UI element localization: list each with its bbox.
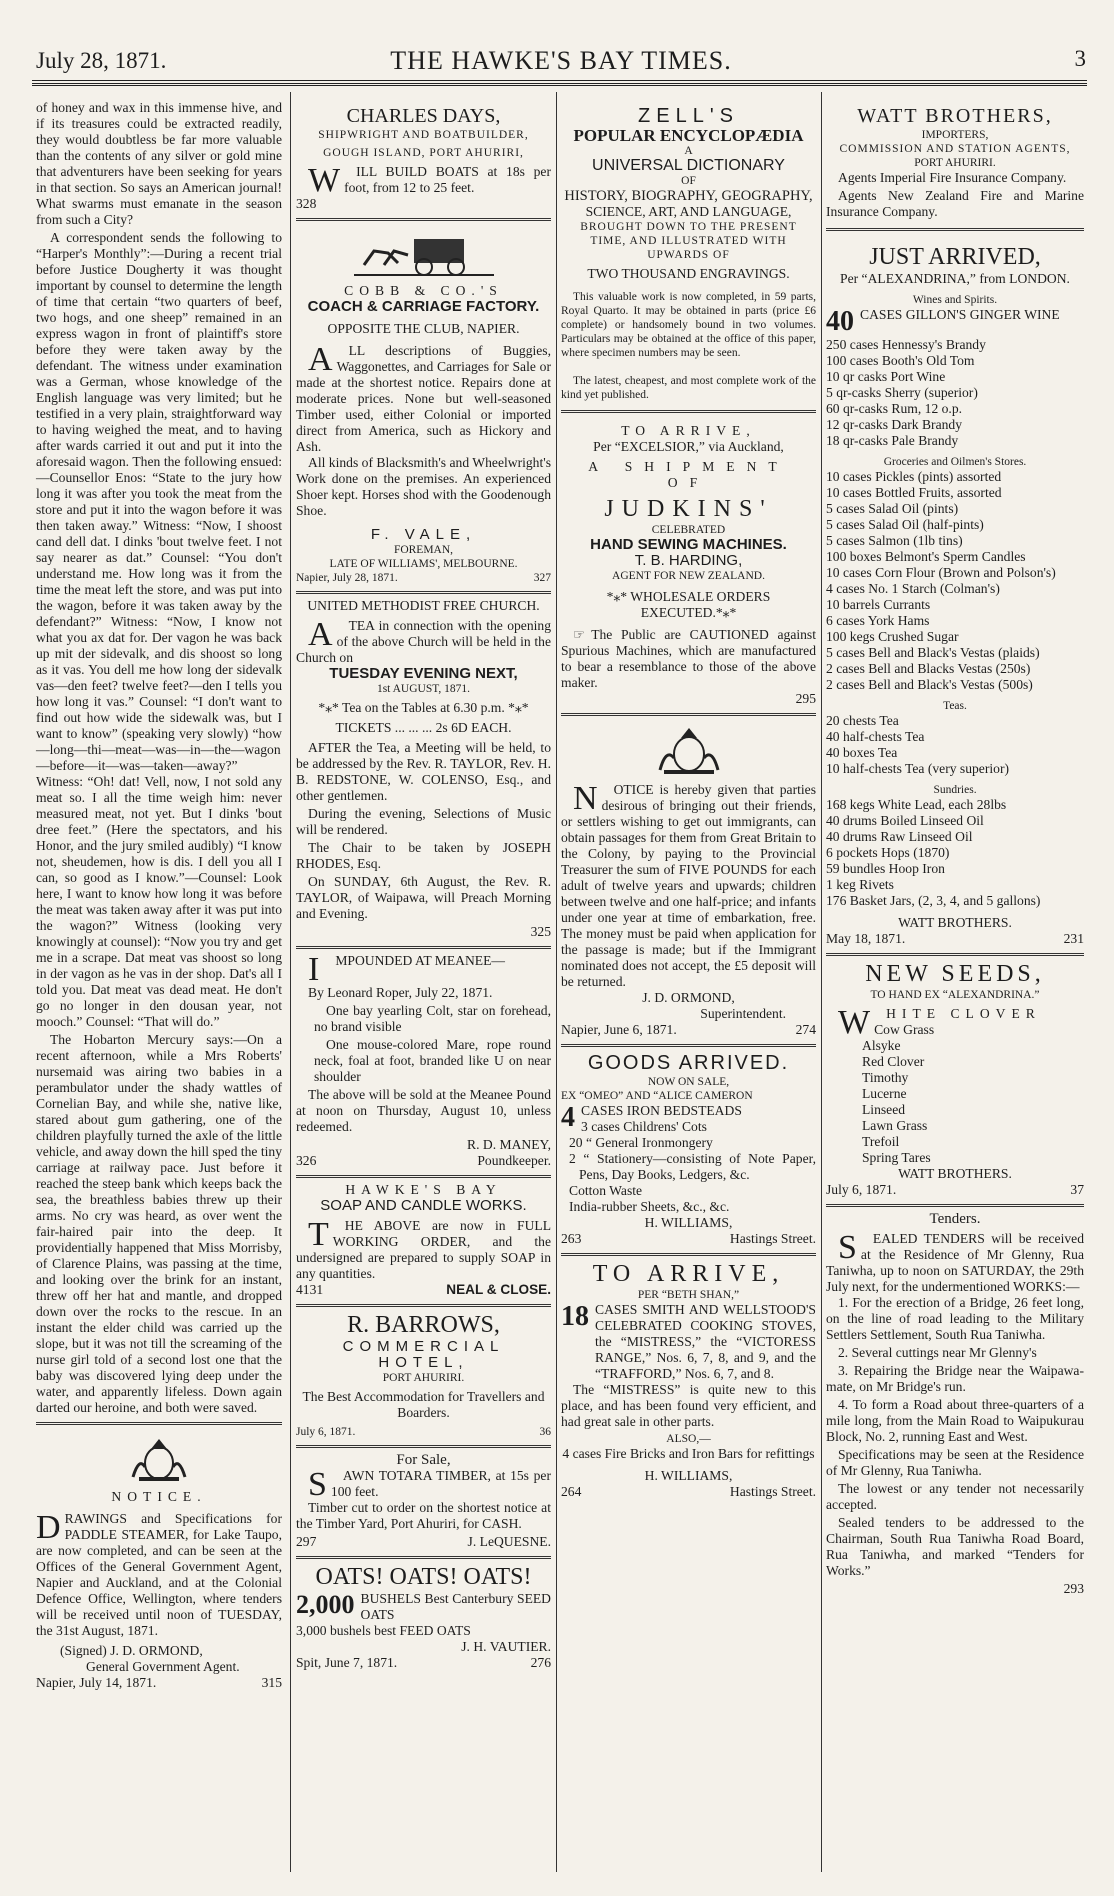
stock-item: 6 cases York Hams — [826, 613, 930, 628]
ad-number: 263 — [561, 1231, 582, 1246]
seed-item: Timothy — [862, 1070, 909, 1085]
ad-subtitle: SCIENCE, ART, AND LANGUAGE, — [585, 204, 792, 219]
ad-body: Sealed tenders to be addressed to the Chairman, South Rua Taniwha Road Board, Rua Taniwha, and marked “Tenders for Works.” — [826, 1515, 1084, 1578]
quantity-figure: 40 — [826, 306, 854, 337]
ad-text: *⁎* WHOLESALE ORDERS EXECUTED.*⁎* — [606, 589, 771, 620]
ad-text: A SHIPMENT OF — [588, 459, 789, 490]
coach-illustration-icon — [354, 231, 494, 277]
column-divider — [556, 92, 557, 1872]
ad-body: The lowest or any tender not necessarily accepted. — [826, 1481, 1084, 1512]
ad-body: The Public are CAUTIONED against Spurious Machines, which are manufactured to bear a resemblance to those of the above maker. — [561, 627, 816, 690]
ad-text: OF — [681, 175, 696, 187]
tender-work: 3. Repairing the Bridge near the Waipawa-mate, on Mr Bridge's run. — [826, 1363, 1084, 1394]
ad-number: 328 — [296, 196, 317, 211]
ad-signer: H. WILLIAMS, — [644, 1215, 733, 1230]
ad-role: FOREMAN, — [393, 544, 454, 556]
impounded-ad — [296, 949, 551, 1178]
ad-text: PER “BETH SHAN,” — [637, 1289, 740, 1301]
ad-role: Poundkeeper. — [477, 1153, 551, 1168]
goods-item: Cotton Waste — [569, 1183, 643, 1198]
ad-date: May 18, 1871. — [826, 931, 906, 946]
ad-number: 325 — [530, 924, 551, 939]
ad-signer: WATT BROTHERS. — [898, 1166, 1012, 1181]
ad-text: Per “EXCELSIOR,” via Auckland, — [593, 439, 784, 454]
tender-work: 4. To form a Road about three-quarters of a mile long, from the Main Road to Waipukurau Block, No. 2, running East and West. — [826, 1397, 1084, 1444]
ad-body: The Chair to be taken by JOSEPH RHODES, Esq. — [296, 840, 551, 871]
barrows-hotel-ad — [296, 1307, 551, 1448]
ad-signer: F. VALE, — [370, 526, 477, 543]
column-divider — [821, 92, 822, 1872]
ad-late: LATE OF WILLIAMS', MELBOURNE. — [329, 558, 518, 570]
tea-time: *⁎* Tea on the Tables at 6.30 p.m. *⁎* — [318, 700, 529, 715]
masthead: THE HAWKE'S BAY TIMES. — [390, 46, 732, 75]
ad-title: MPOUNDED AT MEANEE— — [335, 953, 506, 968]
stock-item: 100 kegs Crushed Sugar — [826, 629, 959, 644]
ad-title: R. BARROWS, — [347, 1312, 500, 1338]
ad-title: GOODS ARRIVED. — [587, 1052, 790, 1074]
ad-signer: WATT BROTHERS. — [898, 915, 1012, 930]
goods-item: 20 “ General Ironmongery — [569, 1135, 713, 1150]
section-heading: Groceries and Oilmen's Stores. — [883, 456, 1027, 468]
methodist-church-ad — [296, 594, 551, 949]
event-date: 1st AUGUST, 1871. — [376, 683, 471, 695]
judkins-sewing-ad — [561, 413, 816, 716]
goods-item: 2 “ Stationery—consisting of Note Paper, Pens, Day Books, Ledgers, &c. — [569, 1151, 816, 1182]
ad-body: Agents Imperial Fire Insurance Company. — [838, 170, 1067, 185]
notice-ad — [36, 1422, 282, 1691]
ad-body: LL descriptions of Buggies, Waggonettes, and Carriages for Sale or made at the shortest notice. Repairs done at moderate prices. None but well-seasoned Timber used, either Colonial or imported direct from America, such as Hickory and Ash. — [296, 343, 551, 454]
ad-title: NEW SEEDS, — [865, 961, 1045, 987]
ad-body: The latest, cheapest, and most complete work of the kind yet published. — [561, 375, 816, 401]
stock-item: 59 bundles Hoop Iron — [826, 861, 945, 876]
stock-item: CASES GILLON'S GINGER WINE — [860, 307, 1060, 322]
ad-title: TO ARRIVE, — [592, 1261, 785, 1287]
ad-title: JUST ARRIVED, — [869, 244, 1041, 270]
tender-work: 1. For the erection of a Bridge, 26 feet long, on the line of road leading to the Military Settlers Settlement, South Rua Taniwha. — [826, 1295, 1084, 1342]
notice-body: RAWINGS and Specifications for PADDLE STEAMER, for Lake Taupo, are now completed, and can be seen at the Offices of the General Government Agent, Napier and Auckland, and at the Colonial Defence Office, Wellington, where tenders will be received until noon of TUESDAY, the 31st August, 1871. — [36, 1511, 282, 1638]
tenders-ad — [826, 1207, 1084, 1603]
stock-item: 5 qr-casks Sherry (superior) — [826, 385, 978, 400]
column-2 — [296, 100, 551, 1677]
ad-title: WATT BROTHERS, — [857, 105, 1053, 127]
ad-date: July 6, 1871. — [296, 1426, 356, 1438]
stock-item: 40 drums Raw Linseed Oil — [826, 829, 973, 844]
ad-address: Hastings Street. — [729, 1484, 816, 1499]
drop-cap: A — [308, 341, 333, 378]
ad-subtitle: TWO THOUSAND ENGRAVINGS. — [587, 266, 790, 281]
ad-address: GOUGH ISLAND, PORT AHURIRI, — [323, 147, 524, 159]
column-divider — [290, 92, 291, 1872]
ad-number: 231 — [1063, 931, 1084, 946]
quantity-figure: 18 — [561, 1301, 589, 1332]
ad-role: Superintendent. — [700, 1006, 786, 1021]
ad-body: Timber cut to order on the shortest notice at the Timber Yard, Port Ahuriri, for CASH. — [296, 1500, 551, 1531]
notice-place: Napier, July 14, 1871. — [36, 1675, 157, 1690]
stock-item: 10 barrels Currants — [826, 597, 931, 612]
ad-number: 315 — [261, 1675, 282, 1690]
stock-item: 250 cases Hennessy's Brandy — [826, 337, 986, 352]
ad-subtitle: IMPORTERS, — [921, 129, 989, 141]
ad-title: For Sale, — [396, 1452, 451, 1468]
ad-signer: H. WILLIAMS, — [644, 1468, 733, 1483]
ad-body: OTICE is hereby given that parties desirous of bringing out their friends, or settlers wishing to get out immigrants, can obtain passages for them from Great Britain to the Colony, by paying to the Provincial Treasurer the sum of FIVE POUNDS for each adult of twelve years and upwards; children between twelve and one half-price; and infants under one year at time of embarkation, free. The money must be paid when application for the passage is made; but if the Immigrant nominated does not accept, the £5 deposit will be returned. — [561, 782, 816, 989]
ad-subtitle: COACH & CARRIAGE FACTORY. — [307, 298, 540, 315]
ad-signer: NEAL & CLOSE. — [446, 1282, 551, 1297]
ad-body: AFTER the Tea, a Meeting will be held, to be addressed by the Rev. R. TAYLOR, Rev. H. B. REDSTONE, W. COLENSO, Esq., and other gentlemen. — [296, 740, 551, 803]
ad-subtitle: JUDKINS' — [604, 496, 773, 522]
watt-brothers-ad — [826, 100, 1084, 231]
ticket-price: TICKETS ... ... ... 2s 6D EACH. — [335, 720, 512, 735]
ad-place: Spit, June 7, 1871. — [296, 1655, 398, 1670]
ad-signer: R. D. MANEY, — [467, 1137, 551, 1152]
ad-number: 293 — [1063, 1581, 1084, 1596]
ad-date: July 6, 1871. — [826, 1182, 897, 1197]
ad-text: CELEBRATED — [651, 524, 726, 536]
notice-title: NOTICE. — [111, 1489, 207, 1504]
ad-body: HE ABOVE are now in FULL WORKING ORDER, and the undersigned are prepared to supply SOAP in any quantities. — [296, 1218, 551, 1281]
ad-title: Tenders. — [929, 1211, 981, 1227]
article-paragraph: The Hobarton Mercury says:—On a recent afternoon, while a Mrs Roberts' nursemaid was airing two babies in a perambulator under the shady wattles of Cornelian Bay, and while she, native like, stared about gum gathering, one of the children playfully turned the axle of the little vehicle, and away down the hill sped the tiny carriage at railway pace. Just before it reached the steep bank which keeps back the sea, the breathless babies threw up their arms. No cry was heard, as over went the fair-haired pair into the deep. It providentially happened that Miss Morrisby, of Clarence Plains, was passing at the time, and looking over the brink for an instant, threw off her hat and mantle, and dropped down over the rocks to the rescue. In an instant the elder child was carried up the slope, but it was not till the screaming of the nurse girl told of a second lost one that the baby was discovered lying deep under the water, and apparently lifeless. Down again darted our heroine, and both were saved. — [36, 1032, 282, 1415]
drop-cap: W — [838, 1004, 871, 1041]
stock-item: 10 qr casks Port Wine — [826, 369, 946, 384]
seed-item: Trefoil — [862, 1134, 900, 1149]
ad-text: NOW ON SALE, — [647, 1076, 730, 1088]
section-heading: Wines and Spirits. — [912, 294, 998, 306]
ad-body: Specifications may be seen at the Residence of Mr Glenny, Rua Taniwha. — [826, 1447, 1084, 1478]
ad-text: BROUGHT DOWN TO THE PRESENT TIME, AND ILLUSTRATED WITH UPWARDS OF — [580, 221, 797, 261]
ad-number: 37 — [1070, 1182, 1084, 1197]
ad-subtitle: COMMERCIAL HOTEL, — [342, 1338, 505, 1371]
stock-item: 40 half-chests Tea — [826, 729, 925, 744]
stock-item: 100 boxes Belmont's Sperm Candles — [826, 549, 1026, 564]
goods-item: CASES IRON BEDSTEADS — [581, 1103, 742, 1118]
cobb-coach-ad — [296, 221, 551, 594]
ad-body: CASES SMITH AND WELLSTOOD'S CELEBRATED COOKING STOVES, the “MISTRESS,” the “VICTORESS RANGE,” Nos. 6, 7, 8, and 9, and the “TRAFFORD,” Nos. 6, 7, and 8. — [595, 1302, 816, 1381]
stock-item: 168 kegs White Lead, each 28lbs — [826, 797, 1007, 812]
ad-subtitle: COMMISSION AND STATION AGENTS, — [839, 143, 1071, 155]
seed-item: Lawn Grass — [862, 1118, 928, 1133]
stock-item: 10 cases Corn Flour (Brown and Polson's) — [826, 565, 1056, 580]
quantity-figure: 4 — [561, 1102, 575, 1133]
stock-item: 12 qr-casks Dark Brandy — [826, 417, 963, 432]
header-rule — [32, 80, 1087, 86]
soap-works-ad — [296, 1178, 551, 1307]
stock-item: 5 cases Salmon (1lb tins) — [826, 533, 963, 548]
ad-title: OATS! OATS! OATS! — [315, 1564, 532, 1590]
drop-cap: T — [308, 1216, 329, 1253]
ad-body: 3,000 bushels best FEED OATS — [296, 1623, 471, 1638]
stock-item: 5 cases Salad Oil (pints) — [826, 501, 959, 516]
just-arrived-ad — [826, 231, 1084, 956]
stock-item: 20 chests Tea — [826, 713, 899, 728]
ad-body: Agents New Zealand Fire and Marine Insurance Company. — [826, 188, 1084, 219]
issue-date: July 28, 1871. — [36, 48, 167, 73]
ad-date: Napier, July 28, 1871. — [296, 572, 398, 584]
ad-role: AGENT FOR NEW ZEALAND. — [612, 570, 765, 582]
ad-number: 327 — [533, 572, 551, 584]
seed-item: Lucerne — [862, 1086, 907, 1101]
ad-text: ALSO,— — [666, 1433, 711, 1445]
ad-body: 4 cases Fire Bricks and Iron Bars for refittings — [562, 1446, 815, 1461]
stock-item: 6 pockets Hops (1870) — [826, 845, 950, 860]
drop-cap: N — [573, 780, 598, 817]
ad-subtitle: TO HAND EX “ALEXANDRINA.” — [870, 989, 1040, 1001]
goods-arrived-ad — [561, 1047, 816, 1256]
charles-days-ad — [296, 100, 551, 221]
article-paragraph: of honey and wax in this immense hive, and if its treasures could be extracted readily, they would doubtless be far more valuable than the contents of any silver or gold mine that adventurers have been seeking for years in that section. So says an American journal! What swarms must emanate in the season from such a City? — [36, 100, 282, 227]
seed-item: Spring Tares — [862, 1150, 931, 1165]
ad-body: TEA in connection with the opening of the above Church will be held in the Church on — [296, 618, 551, 665]
ad-subtitle: HAND SEWING MACHINES. — [590, 536, 787, 553]
stock-item: 18 qr-casks Pale Brandy — [826, 433, 959, 448]
stock-item: 1 keg Rivets — [826, 877, 894, 892]
ad-body: On SUNDAY, 6th August, the Rev. R. TAYLOR, of Waipawa, will Preach Morning and Evening. — [296, 874, 551, 921]
ad-body: AWN TOTARA TIMBER, at 15s per 100 feet. — [330, 1468, 551, 1499]
drop-cap: I — [308, 951, 320, 988]
ad-number: 295 — [795, 691, 816, 706]
ad-subtitle: HISTORY, BIOGRAPHY, GEOGRAPHY, — [564, 188, 813, 204]
ad-number: 297 — [296, 1534, 317, 1549]
ad-signer: T. B. HARDING, — [634, 552, 743, 569]
stock-item: 5 cases Bell and Black's Vestas (plaids) — [826, 645, 1040, 660]
ad-signer: J. H. VAUTIER. — [461, 1639, 551, 1654]
ad-body: The “MISTRESS” is quite new to this place, and has been found very efficient, and had great sale in other parts. — [561, 1382, 816, 1429]
notice-role: General Government Agent. — [86, 1659, 240, 1674]
stock-item: 10 cases Pickles (pints) assorted — [826, 469, 1002, 484]
ad-title: UNITED METHODIST FREE CHURCH. — [307, 598, 540, 613]
drop-cap: A — [308, 616, 333, 653]
oats-ad — [296, 1559, 551, 1677]
seed-item: Alsyke — [862, 1038, 901, 1053]
ad-subtitle: SHIPWRIGHT AND BOATBUILDER, — [318, 129, 529, 141]
ad-text: A — [684, 145, 693, 157]
ad-body: This valuable work is now completed, in 59 parts, Royal Quarto. It may be obtained in parts (price £6 complete) or handsomely bound in two volumes. Particulars may be obtained at the office of this paper, where specimen numbers may be seen. — [561, 291, 816, 359]
stock-item: 176 Basket Jars, (2, 3, 4, and 5 gallons) — [826, 893, 1041, 908]
zells-encyclopaedia-ad — [561, 100, 816, 413]
tender-work: 2. Several cuttings near Mr Glenny's — [838, 1345, 1037, 1360]
impound-item: One bay yearling Colt, star on forehead, no brand visible — [314, 1003, 551, 1034]
stock-item: 40 boxes Tea — [826, 745, 898, 760]
ad-address: PORT AHURIRI. — [914, 157, 996, 169]
ad-text: Per “ALEXANDRINA,” from LONDON. — [840, 271, 1070, 286]
stock-item: 10 half-chests Tea (very superior) — [826, 761, 1009, 776]
goods-item: 3 cases Childrens' Cots — [581, 1119, 707, 1134]
ad-number: 4131 — [296, 1282, 324, 1297]
goods-item: India-rubber Sheets, &c., &c. — [569, 1199, 730, 1214]
ad-address: Hastings Street. — [729, 1231, 816, 1246]
ad-number: 274 — [795, 1022, 816, 1037]
ad-subtitle: SOAP AND CANDLE WORKS. — [320, 1197, 527, 1214]
royal-arms-icon — [129, 1437, 189, 1483]
ad-address: OPPOSITE THE CLUB, NAPIER. — [327, 321, 520, 336]
ad-body: All kinds of Blacksmith's and Wheelwright's Work done on the premises. An experienced Shoer kept. Horses shod with the Goodenough Shoe. — [296, 455, 551, 518]
section-heading: Teas. — [943, 700, 967, 712]
drop-cap: D — [36, 1509, 61, 1546]
stock-item: 2 cases Bell and Black's Vestas (500s) — [826, 677, 1033, 692]
timber-sale-ad — [296, 1448, 551, 1559]
ad-body: ILL BUILD BOATS at 18s per foot, from 12 to 25 feet. — [344, 164, 551, 195]
seed-item: Red Clover — [862, 1054, 925, 1069]
ad-place: Napier, June 6, 1871. — [561, 1022, 677, 1037]
stock-item: 2 cases Bell and Blacks Vestas (250s) — [826, 661, 1031, 676]
seed-item: HITE CLOVER — [886, 1006, 1041, 1021]
cooking-stoves-ad — [561, 1256, 816, 1506]
ad-body: The above will be sold at the Meanee Pound at noon on Thursday, August 10, unless redeemed. — [296, 1087, 551, 1134]
immigration-notice-ad — [561, 716, 816, 1047]
ad-address: PORT AHURIRI. — [382, 1372, 465, 1384]
ad-title: COBB & CO.'S — [344, 283, 503, 298]
stock-item: 100 cases Booth's Old Tom — [826, 353, 975, 368]
ad-signer: J. D. ORMOND, — [642, 990, 735, 1005]
quantity-figure: 2,000 — [296, 1590, 355, 1619]
page-number: 3 — [1074, 46, 1086, 71]
column-1 — [36, 100, 282, 1691]
ad-subtitle: POPULAR ENCYCLOPÆDIA — [573, 126, 804, 145]
ad-number: 36 — [539, 1426, 551, 1438]
pointing-hand-icon: ☞ — [573, 627, 586, 642]
drop-cap: S — [308, 1466, 327, 1503]
section-heading: Sundries. — [933, 784, 977, 796]
event-day: TUESDAY EVENING NEXT, — [329, 665, 518, 682]
column-4 — [826, 100, 1084, 1603]
column-3 — [561, 100, 816, 1506]
ad-text: EX “OMEO” AND “ALICE CAMERON — [561, 1090, 753, 1102]
ad-number: 326 — [296, 1153, 317, 1168]
ad-body: BUSHELS Best Canterbury SEED OATS — [360, 1591, 551, 1622]
drop-cap: S — [838, 1229, 857, 1266]
seed-item: Cow Grass — [874, 1022, 935, 1037]
stock-item: 40 drums Boiled Linseed Oil — [826, 813, 984, 828]
ad-number: 276 — [530, 1655, 551, 1670]
ad-subtitle: UNIVERSAL DICTIONARY — [592, 157, 785, 174]
ad-title: TO ARRIVE, — [621, 423, 756, 438]
ad-body: EALED TENDERS will be received at the Residence of Mr Glenny, Rua Taniwha, up to noon on SATURDAY, the 29th July next, for the undermentioned WORKS:— — [826, 1231, 1084, 1294]
stock-item: 4 cases No. 1 Starch (Colman's) — [826, 581, 1000, 596]
ad-signer: J. LeQUESNE. — [467, 1534, 551, 1549]
ad-title: HAWKE'S BAY — [345, 1182, 502, 1197]
stock-item: 10 cases Bottled Fruits, assorted — [826, 485, 1002, 500]
drop-cap: W — [308, 162, 341, 199]
ad-body: The Best Accommodation for Travellers and Boarders. — [302, 1389, 545, 1420]
new-seeds-ad — [826, 956, 1084, 1207]
notice-signed: (Signed) J. D. ORMOND, — [60, 1643, 203, 1658]
stock-item: 60 qr-casks Rum, 12 o.p. — [826, 401, 963, 416]
article-paragraph: A correspondent sends the following to “Harper's Monthly”:—During a recent trial before Justice Dougherty it was thought important by counsel to determine the length of time that certain “two quarters of beef, two hogs, and one sheep” remained in an express wagon in front of plaintiff's store before they were taken away by the defendant. The witness under examination was a German, whose knowledge of the English language was very limited; but he testified in a very plain, straightforward way to having weighed the meat, and to having after wards carried it out and put it into the aforesaid wagon. Then the following ensued:—Counsellor Enos: “State to the jury how long it was after you took the meat from the store and put it into the wagon before it was then taken away.” Witness: “Now, I shoost cand dell dat. I dinks 'bout twelve feet. I not say nearer as dat.” Counsel: “You don't understand me. How long was it from the time the meat left the store, and was put into the wagon, before it was taken away by the defendant?” Witness: “Now, I know not what you ax dat for. Der vagon he was back up mit der sidevalk, and dis shoost so long as it vas. You dell me how long der sidevalk vas—den feet? twelve feet?—den I tells you how long it vas.” Counsel: “I don't want to find out how wide the sidewalk was, but I want to know” (speaking very slowly) “how—long—thi—meat—was—in—the—wagon—before—it—was—taken—away?” Witness: “Oh! dat! Vell, now, I not sold any meat so. I all the time weigh him: never measured meat, not yet. But I dinks 'bout dree feet.” (Here the spectators, and his Honor, and the jury smiled audibly) “I know not, sheudemen, how is dis. I dell you all I can, so good as I know.”—Counsel: Look here, I want to know how long it was before the meat was taken away after it was put into the wagon?” Witness (looking very knowingly at counsel): “Now you try and get me in a scrape. Dat meat vas shoost so long in der vagon as he vas in der shop. Dat's all I told you. Dat meat vas dead meat. He don't go no longer in den dousan year, not mooch.” Counsel: “That will do.” — [36, 230, 282, 1029]
coat-of-arms-icon — [654, 726, 724, 776]
ad-title: ZELL'S — [638, 105, 739, 127]
impound-item: One mouse-colored Mare, rope round neck, foal at foot, branded like U on near shoulder — [314, 1037, 551, 1084]
ad-body: During the evening, Selections of Music will be rendered. — [296, 806, 551, 837]
ad-body: By Leonard Roper, July 22, 1871. — [308, 985, 493, 1000]
ad-title: CHARLES DAYS, — [346, 105, 501, 127]
seed-item: Linseed — [862, 1102, 906, 1117]
stock-item: 5 cases Salad Oil (half-pints) — [826, 517, 984, 532]
ad-number: 264 — [561, 1484, 582, 1499]
